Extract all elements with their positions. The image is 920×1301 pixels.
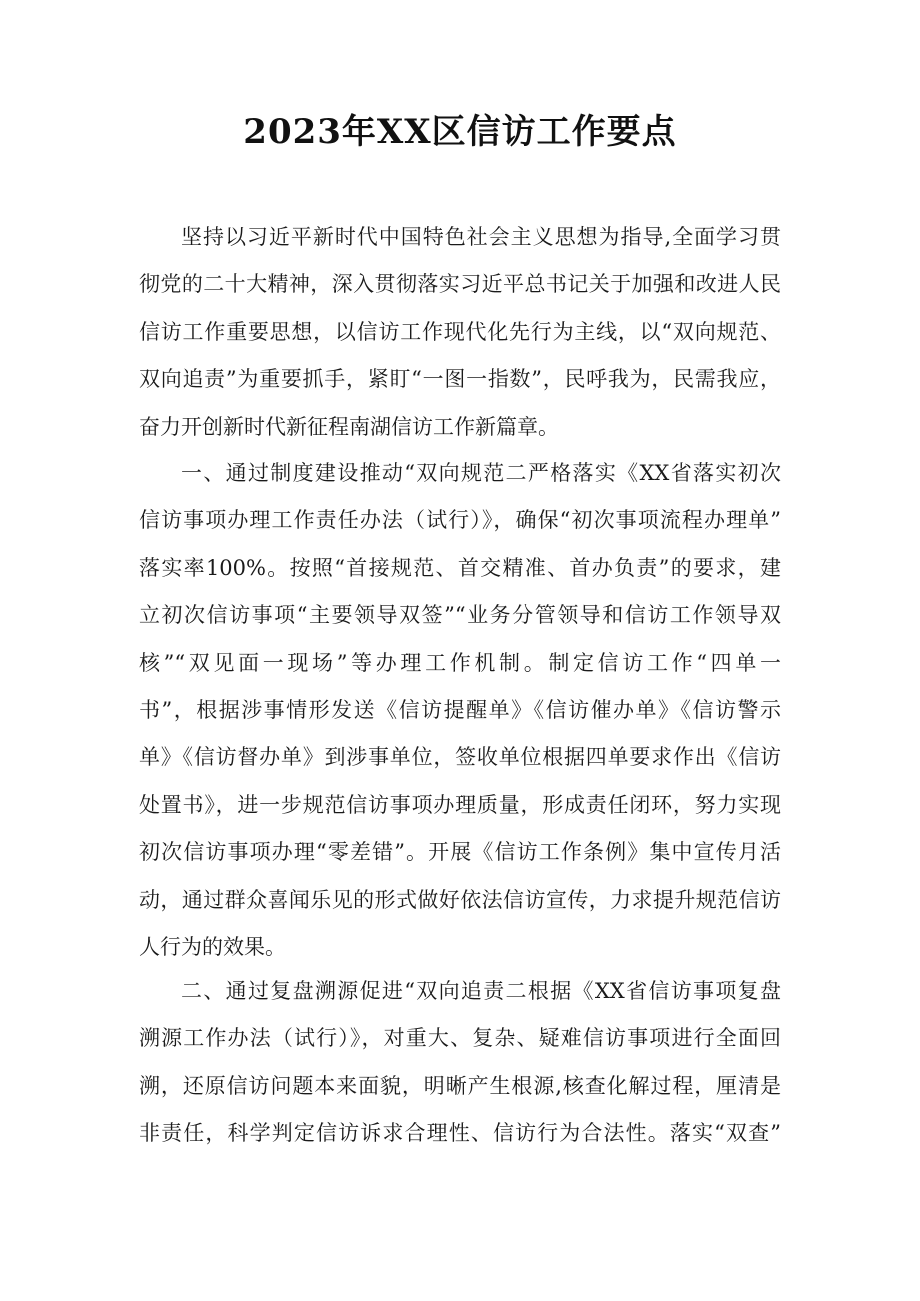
text-line: 二、通过复盘溯源促进“双向追责二根据《XX省信访事项复盘	[181, 979, 781, 1003]
text-line: 坚持以习近平新时代中国特色社会主义思想为指导,全面学习贯	[181, 225, 781, 249]
text-line: 一、通过制度建设推动“双向规范二严格落实《XX省落实初次	[181, 461, 781, 485]
intro-paragraph	[139, 214, 781, 451]
text-line: 立初次信访事项“主要领导双签”“业务分管领导和信访工作领导双	[139, 603, 781, 628]
text-line: 书”，根据涉事情形发送《信访提醒单》《信访催办单》《信访警示	[139, 697, 781, 722]
section-two-paragraph	[139, 968, 781, 1158]
text-line: 落实率100%。按照“首接规范、首交精准、首办负责”的要求，建	[139, 555, 781, 580]
section-one-paragraph	[139, 450, 781, 971]
text-line: 溯源工作办法（试行）》，对重大、复杂、疑难信访事项进行全面回	[139, 1026, 781, 1051]
text-line: 非责任，科学判定信访诉求合理性、信访行为合法性。落实“双查”	[139, 1121, 781, 1146]
text-line: 核”“双见面一现场”等办理工作机制。制定信访工作“四单一	[139, 650, 781, 675]
text-line: 奋力开创新时代新征程南湖信访工作新篇章。	[139, 414, 559, 439]
document-title: 2023年XX区信访工作要点	[243, 112, 677, 152]
text-line: 人行为的效果。	[139, 934, 286, 959]
text-line: 动，通过群众喜闻乐见的形式做好依法信访宣传，力求提升规范信访	[139, 887, 781, 912]
text-line: 彻党的二十大精神，深入贯彻落实习近平总书记关于加强和改进人民	[139, 272, 781, 297]
text-line: 信访事项办理工作责任办法（试行）》，确保“初次事项流程办理单”	[139, 508, 781, 533]
text-line: 信访工作重要思想，以信访工作现代化先行为主线，以“双向规范、	[139, 319, 781, 344]
text-line: 初次信访事项办理“零差错”。开展《信访工作条例》集中宣传月活	[139, 840, 781, 865]
text-line: 双向追责”为重要抓手，紧盯“一图一指数”，民呼我为，民需我应，	[139, 367, 781, 392]
text-line: 溯，还原信访问题本来面貌，明晰产生根源,核查化解过程，厘清是	[139, 1073, 781, 1098]
text-line: 单》《信访督办单》到涉事单位，签收单位根据四单要求作出《信访	[139, 745, 781, 770]
text-line: 处置书》，进一步规范信访事项办理质量，形成责任闭环，努力实现	[139, 792, 781, 817]
